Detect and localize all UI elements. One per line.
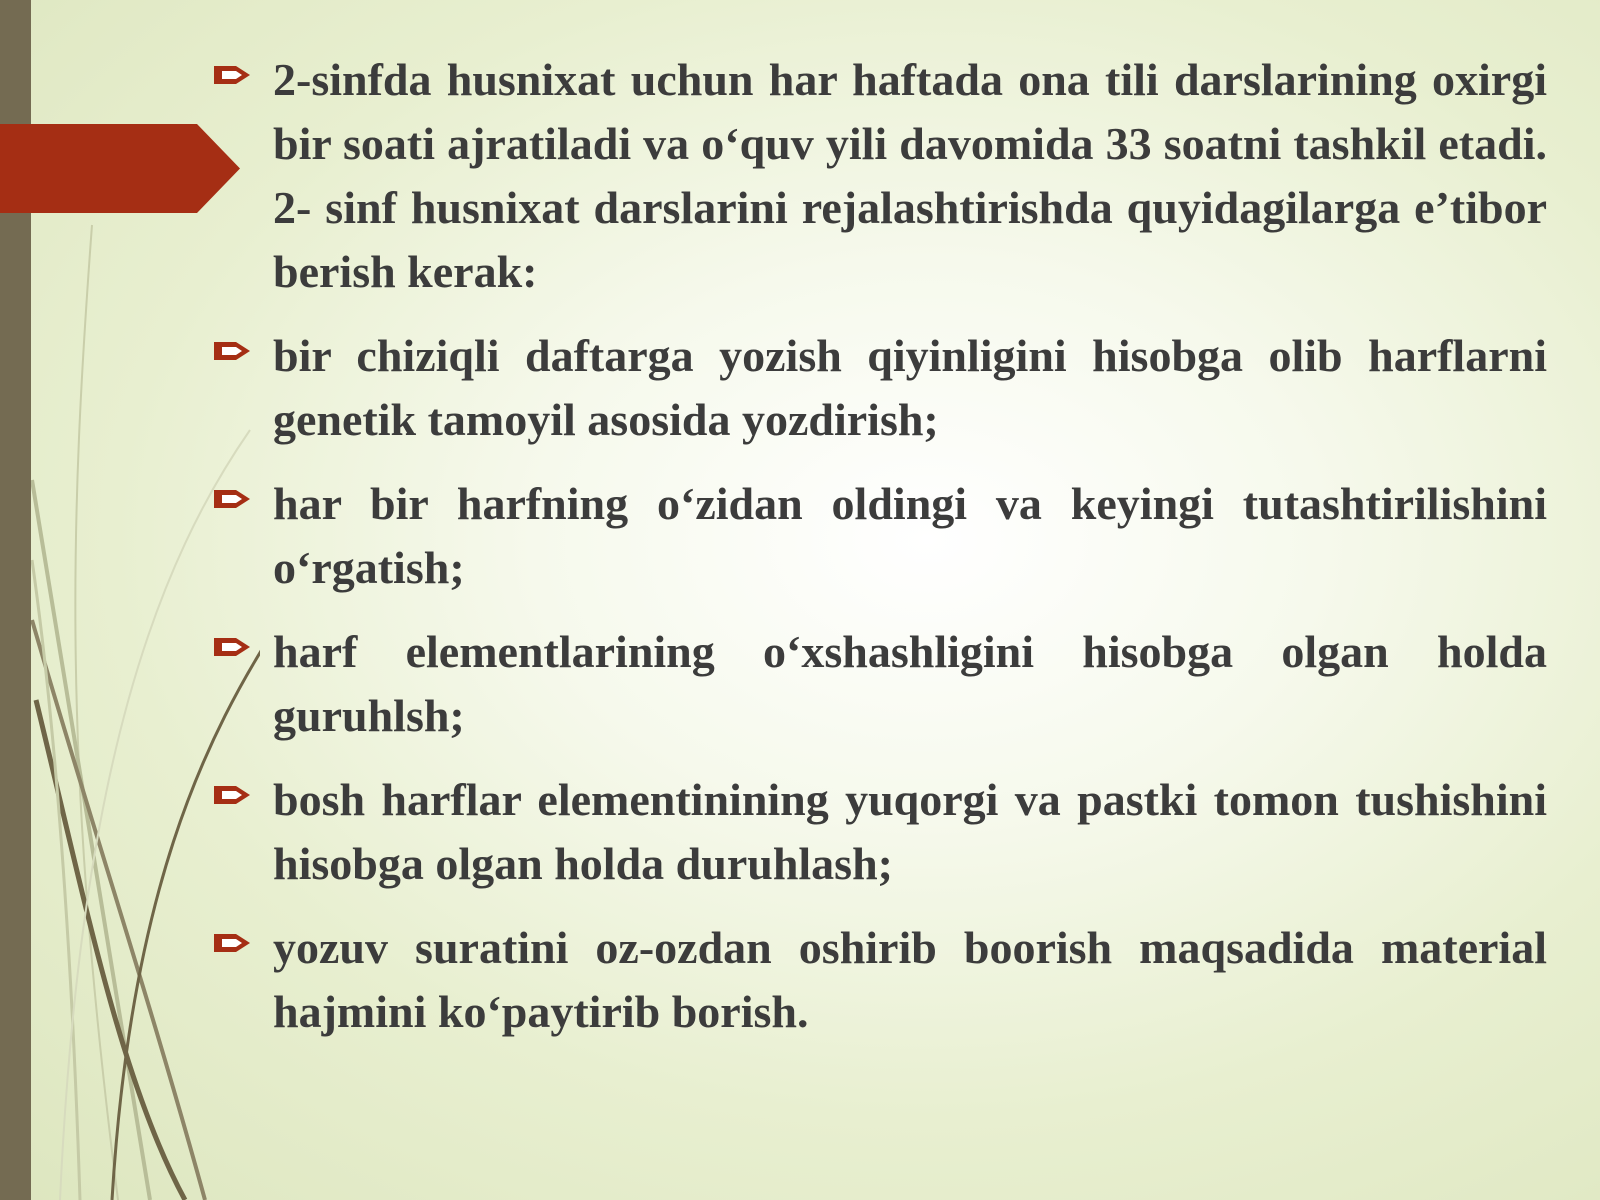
- bullet-text: harf elementlarining o‘xshashligini hisobga olgan holda guruhlsh;: [273, 626, 1547, 741]
- arrow-bullet-icon: [212, 635, 254, 659]
- list-item: [212, 324, 1547, 452]
- list-item: [212, 916, 1547, 1044]
- list-item: [212, 48, 1547, 304]
- arrow-bullet-icon: [212, 487, 254, 511]
- bullet-text: yozuv suratini oz-ozdan oshirib boorish maqsadida material hajmini ko‘paytirib borish.: [273, 922, 1547, 1037]
- bullet-text: bosh harflar elementinining yuqorgi va pastki tomon tushishini hisobga olgan holda duruhlash;: [273, 774, 1547, 889]
- bullet-text: 2-sinfda husnixat uchun har haftada ona tili darslarining oxirgi bir soati ajratiladi va o‘quv yili davomida 33 soatni tashkil etadi. 2- sinf husnixat darslarini rejalashtirishda quyidagilarga e’tibor berish kerak:: [273, 54, 1547, 297]
- list-item: [212, 620, 1547, 748]
- slide-content: [212, 48, 1547, 1064]
- arrow-bullet-icon: [212, 783, 254, 807]
- bullet-text: har bir harfning o‘zidan oldingi va keyingi tutashtirilishini o‘rgatish;: [273, 478, 1547, 593]
- bullet-list: [212, 48, 1547, 1044]
- list-item: [212, 472, 1547, 600]
- arrow-bullet-icon: [212, 931, 254, 955]
- arrow-bullet-icon: [212, 63, 254, 87]
- red-arrow-shape: [0, 124, 240, 213]
- list-item: [212, 768, 1547, 896]
- arrow-bullet-icon: [212, 339, 254, 363]
- bullet-text: bir chiziqli daftarga yozish qiyinligini hisobga olib harflarni genetik tamoyil asosida yozdirish;: [273, 330, 1547, 445]
